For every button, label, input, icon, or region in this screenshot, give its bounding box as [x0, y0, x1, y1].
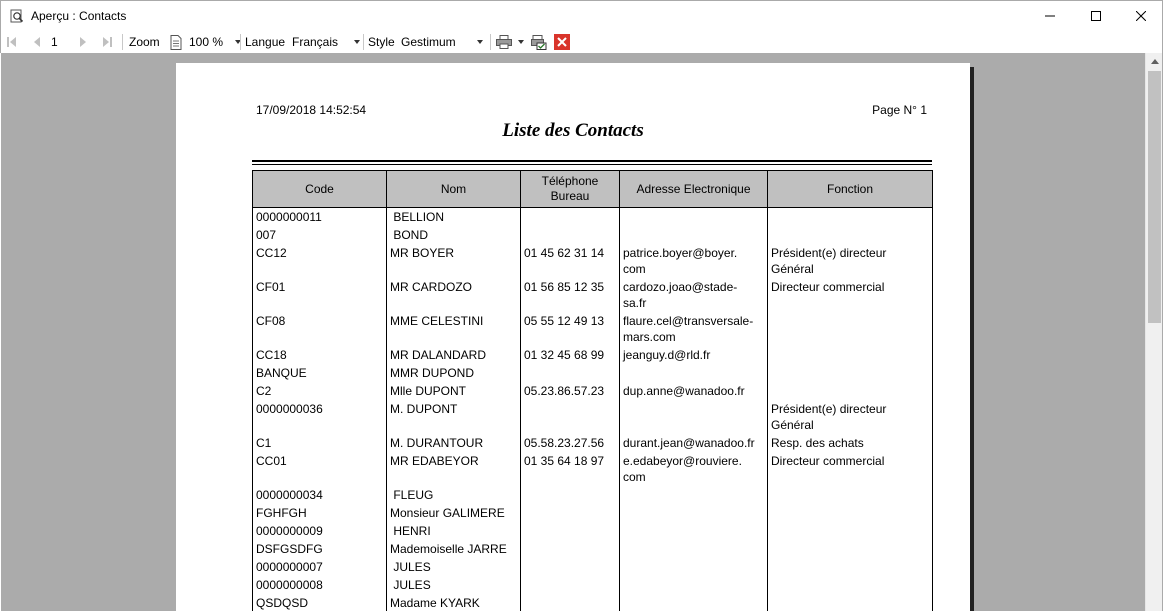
report-page-number: Page N° 1 [872, 103, 927, 117]
cell-email: e.edabeyor@rouviere. com [620, 452, 768, 486]
prev-page-button[interactable] [33, 31, 41, 53]
cell-nom: Mlle DUPONT [387, 382, 521, 400]
next-page-button[interactable] [79, 31, 87, 53]
page-number-field[interactable]: 1 [51, 35, 58, 49]
column-header-email: Adresse Electronique [620, 171, 768, 208]
cell-fonction [768, 486, 933, 504]
cell-tel: 01 45 62 31 14 [521, 244, 620, 278]
cell-nom: JULES [387, 576, 521, 594]
cell-email [620, 226, 768, 244]
cell-tel: 01 56 85 12 35 [521, 278, 620, 312]
cell-tel: 01 32 45 68 99 [521, 346, 620, 364]
cell-nom: BELLION [387, 208, 521, 227]
close-icon [1136, 11, 1146, 21]
cell-tel: 05 55 12 49 13 [521, 312, 620, 346]
column-header-nom: Nom [387, 171, 521, 208]
cell-tel [521, 226, 620, 244]
cell-tel [521, 208, 620, 227]
maximize-icon [1091, 11, 1101, 21]
table-row [253, 278, 933, 312]
column-header-code: Code [253, 171, 387, 208]
table-row [253, 540, 933, 558]
table-row [253, 346, 933, 364]
cell-nom: MR DALANDARD [387, 346, 521, 364]
cell-email [620, 594, 768, 611]
cell-email: dup.anne@wanadoo.fr [620, 382, 768, 400]
cell-fonction [768, 226, 933, 244]
cell-fonction [768, 208, 933, 227]
cell-code: CC01 [253, 452, 387, 486]
table-row [253, 504, 933, 522]
cell-nom: M. DURANTOUR [387, 434, 521, 452]
cell-tel [521, 522, 620, 540]
first-page-icon [7, 36, 17, 48]
cell-fonction [768, 346, 933, 364]
cell-tel [521, 558, 620, 576]
cell-tel [521, 576, 620, 594]
report-datetime: 17/09/2018 14:52:54 [256, 103, 367, 117]
next-page-icon [79, 36, 87, 48]
cell-email [620, 540, 768, 558]
vertical-scrollbar[interactable] [1145, 53, 1162, 611]
cell-fonction: Directeur commercial [768, 452, 933, 486]
table-row [253, 594, 933, 611]
style-label: Style [368, 35, 395, 49]
cell-fonction [768, 594, 933, 611]
cell-email: jeanguy.d@rld.fr [620, 346, 768, 364]
cell-tel: 05.23.86.57.23 [521, 382, 620, 400]
toolbar-separator [363, 34, 364, 50]
cell-email: durant.jean@wanadoo.fr [620, 434, 768, 452]
preview-viewport[interactable] [1, 53, 1145, 611]
chevron-down-icon [477, 40, 483, 44]
cell-email [620, 558, 768, 576]
report-title: Liste des Contacts [502, 120, 644, 141]
cell-fonction [768, 540, 933, 558]
zoom-select[interactable] [189, 31, 241, 53]
cell-tel: 05.58.23.27.56 [521, 434, 620, 452]
last-page-icon [102, 36, 112, 48]
cell-code: 0000000007 [253, 558, 387, 576]
cell-fonction [768, 504, 933, 522]
cell-code: C2 [253, 382, 387, 400]
zoom-label: Zoom [129, 35, 160, 49]
cell-code: 0000000011 [253, 208, 387, 227]
cell-nom: Mademoiselle JARRE [387, 540, 521, 558]
table-row [253, 452, 933, 486]
cell-code: 007 [253, 226, 387, 244]
cell-nom: MMR DUPOND [387, 364, 521, 382]
print-settings-button[interactable] [531, 31, 547, 53]
cell-tel [521, 400, 620, 434]
cell-nom: MR BOYER [387, 244, 521, 278]
column-header-fonction: Fonction [768, 171, 933, 208]
cell-nom: M. DUPONT [387, 400, 521, 434]
print-icon [496, 35, 512, 49]
cell-nom: MR CARDOZO [387, 278, 521, 312]
cell-email [620, 208, 768, 227]
last-page-button[interactable] [102, 31, 112, 53]
cell-fonction [768, 364, 933, 382]
cell-tel: 01 35 64 18 97 [521, 452, 620, 486]
cell-email: patrice.boyer@boyer. com [620, 244, 768, 278]
chevron-down-icon [354, 40, 360, 44]
cell-fonction: Président(e) directeur Général [768, 400, 933, 434]
toolbar-separator [490, 34, 491, 50]
title-rule [252, 164, 932, 165]
table-row [253, 226, 933, 244]
table-row [253, 434, 933, 452]
cell-fonction [768, 312, 933, 346]
print-button[interactable] [496, 31, 524, 53]
column-header-telephone: Téléphone Bureau [521, 171, 620, 208]
cell-nom: MME CELESTINI [387, 312, 521, 346]
cell-code: FGHFGH [253, 504, 387, 522]
table-row [253, 382, 933, 400]
contacts-table [252, 170, 933, 611]
cell-code: DSFGSDFG [253, 540, 387, 558]
cell-email [620, 504, 768, 522]
table-row [253, 312, 933, 346]
close-preview-button[interactable] [554, 31, 570, 53]
table-row [253, 576, 933, 594]
chevron-down-icon [518, 40, 524, 44]
cell-fonction: Directeur commercial [768, 278, 933, 312]
table-header-row [253, 171, 933, 208]
cell-email: cardozo.joao@stade- sa.fr [620, 278, 768, 312]
cell-code: 0000000008 [253, 576, 387, 594]
minimize-icon [1045, 11, 1055, 21]
toolbar-separator [240, 34, 241, 50]
cell-email: flaure.cel@transversale- mars.com [620, 312, 768, 346]
cell-fonction: Président(e) directeur Général [768, 244, 933, 278]
close-window-button[interactable] [1118, 1, 1163, 31]
table-row [253, 208, 933, 227]
cell-code: 0000000036 [253, 400, 387, 434]
table-row [253, 400, 933, 434]
cell-nom: Madame KYARK [387, 594, 521, 611]
cell-fonction [768, 558, 933, 576]
preview-app-icon [10, 9, 24, 23]
cell-fonction [768, 522, 933, 540]
chevron-up-icon [1151, 59, 1159, 64]
cell-nom: JULES [387, 558, 521, 576]
prev-page-icon [33, 36, 41, 48]
scrollbar-thumb[interactable] [1148, 71, 1161, 323]
cell-tel [521, 486, 620, 504]
cell-email [620, 576, 768, 594]
title-rule [252, 160, 932, 162]
page-setup-button[interactable] [170, 31, 182, 53]
cell-nom: Monsieur GALIMERE [387, 504, 521, 522]
page-setup-icon [170, 35, 182, 50]
report-page [176, 63, 970, 611]
cell-fonction [768, 576, 933, 594]
cell-tel [521, 504, 620, 522]
language-value: Français [292, 35, 339, 49]
cell-tel [521, 594, 620, 611]
cell-code: CF08 [253, 312, 387, 346]
cell-nom: FLEUG [387, 486, 521, 504]
table-row [253, 558, 933, 576]
style-value: Gestimum [401, 35, 456, 49]
toolbar-separator [122, 34, 123, 50]
language-label: Langue [245, 35, 286, 49]
cell-code: CC18 [253, 346, 387, 364]
table-row [253, 244, 933, 278]
table-row [253, 364, 933, 382]
cell-code: CC12 [253, 244, 387, 278]
window-title: Aperçu : Contacts [31, 9, 127, 23]
cell-code: BANQUE [253, 364, 387, 382]
cell-code: 0000000009 [253, 522, 387, 540]
style-select[interactable] [401, 31, 483, 53]
cell-email [620, 364, 768, 382]
cell-fonction [768, 382, 933, 400]
window-titlebar [0, 0, 1163, 31]
scroll-up-button[interactable] [1146, 53, 1163, 70]
maximize-button[interactable] [1073, 1, 1119, 31]
table-row [253, 522, 933, 540]
cell-code: QSDQSD [253, 594, 387, 611]
print-settings-icon [531, 35, 547, 50]
zoom-value: 100 % [189, 35, 224, 49]
cell-nom: MR EDABEYOR [387, 452, 521, 486]
cell-code: C1 [253, 434, 387, 452]
cell-tel [521, 364, 620, 382]
language-select[interactable] [292, 31, 360, 53]
cell-code: CF01 [253, 278, 387, 312]
preview-toolbar [0, 31, 1163, 53]
cell-tel [521, 540, 620, 558]
cell-email [620, 522, 768, 540]
cell-nom: HENRI [387, 522, 521, 540]
close-preview-icon [554, 34, 570, 50]
cell-code: 0000000034 [253, 486, 387, 504]
first-page-button[interactable] [7, 31, 17, 53]
cell-email [620, 486, 768, 504]
cell-fonction: Resp. des achats [768, 434, 933, 452]
cell-nom: BOND [387, 226, 521, 244]
cell-email [620, 400, 768, 434]
table-row [253, 486, 933, 504]
minimize-button[interactable] [1027, 1, 1073, 31]
